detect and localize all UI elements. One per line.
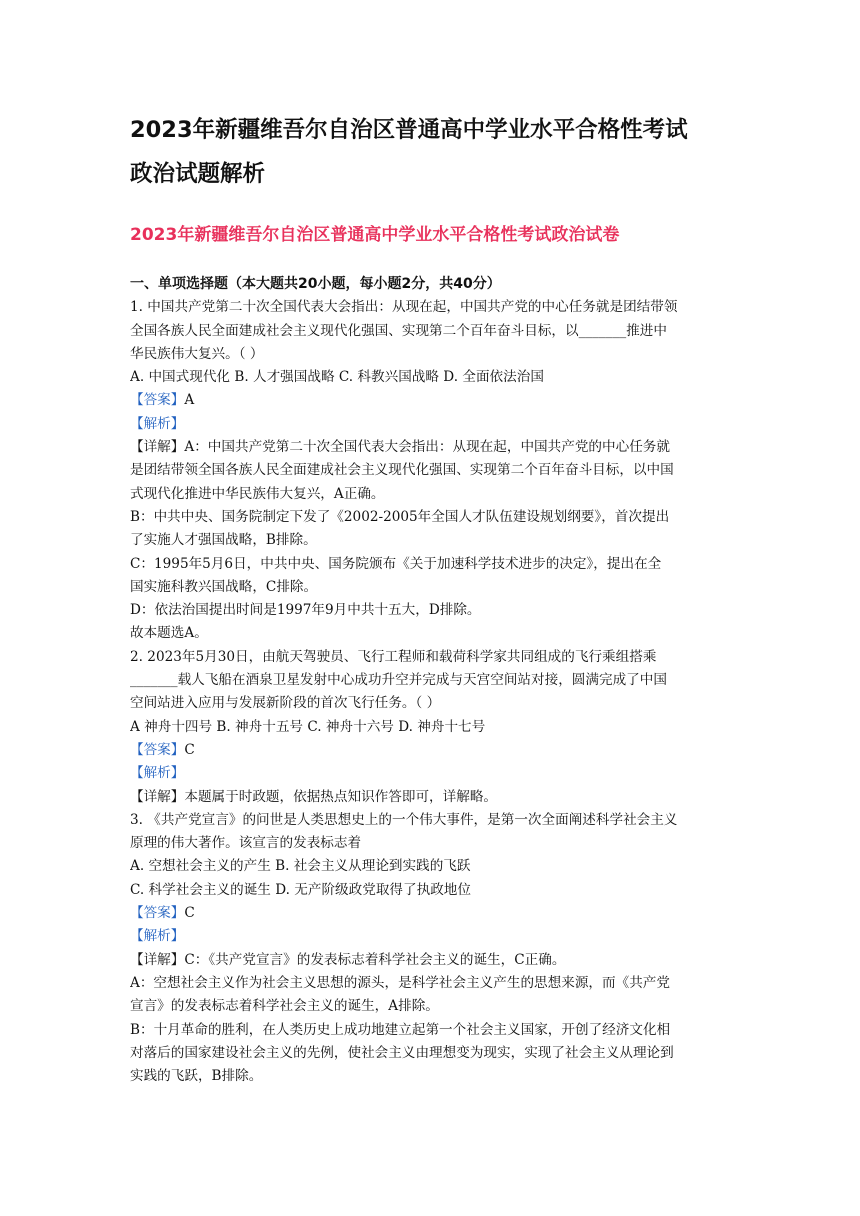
detail-line (130, 599, 730, 622)
question-stem-line (130, 832, 730, 855)
question-stem-line (130, 692, 730, 715)
detail-line (130, 553, 730, 576)
analysis-label: 【解析】 (130, 928, 185, 945)
detail-line (130, 972, 730, 995)
detail-text: 了实施人才强国战略，B排除。 (130, 532, 317, 549)
detail-text: 宣言》的发表标志着科学社会主义的诞生，A排除。 (130, 998, 439, 1015)
detail-label: 【详解】 (130, 439, 185, 456)
question-options-line (130, 879, 730, 902)
question-stem-line (130, 296, 730, 319)
question-stem-line (130, 809, 730, 832)
question-stem-text: 2. 2023年5月30日，由航天驾驶员、飞行工程师和载荷科学家共同组成的飞行乘组搭乘 (130, 648, 657, 665)
document-title (130, 108, 770, 196)
detail-text: 式现代化推进中华民族伟大复兴，A正确。 (130, 485, 385, 502)
question-stem-text: 全国各族人民全面建成社会主义现代化强国、实现第二个百年奋斗目标，以_______推进中 (130, 322, 667, 339)
detail-line (130, 622, 730, 645)
detail-text: C：《共产党宣言》的发表标志着科学社会主义的诞生，C正确。 (184, 951, 566, 968)
detail-text: A：空想社会主义作为社会主义思想的源头，是科学社会主义产生的思想来源，而《共产党 (130, 974, 670, 991)
detail-label: 【详解】 (130, 951, 185, 968)
answer-label: 【答案】 (130, 392, 185, 409)
question-stem-text: 1. 中国共产党第二十次全国代表大会指出：从现在起，中国共产党的中心任务就是团结带领 (130, 299, 678, 316)
question-options-line (130, 855, 730, 878)
answer-value: A (184, 392, 195, 409)
detail-text: 实践的飞跃，B排除。 (130, 1068, 263, 1085)
detail-line (130, 1065, 730, 1088)
detail-line (130, 436, 730, 459)
question-stem-line (130, 320, 730, 343)
detail-line (130, 483, 730, 506)
question-options-text: A. 中国式现代化 B. 人才强国战略 C. 科教兴国战略 D. 全面依法治国 (130, 369, 544, 386)
detail-line (130, 786, 730, 809)
question-options-text: A. 空想社会主义的产生 B. 社会主义从理论到实践的飞跃 (130, 858, 471, 875)
detail-text: 故本题选A。 (130, 625, 208, 642)
detail-line (130, 506, 730, 529)
detail-line (130, 949, 730, 972)
detail-text: 是团结带领全国各族人民全面建成社会主义现代化强国、实现第二个百年奋斗目标，以中国 (130, 462, 674, 479)
detail-text: 对落后的国家建设社会主义的先例，使社会主义由理想变为现实，实现了社会主义从理论到 (130, 1044, 674, 1061)
question-stem-line (130, 669, 730, 692)
answer-label: 【答案】 (130, 905, 185, 922)
detail-text: 国实施科教兴国战略，C排除。 (130, 578, 318, 595)
answer-value: C (184, 905, 195, 922)
answer-line (130, 389, 730, 412)
answer-line (130, 739, 730, 762)
detail-text: B：中共中央、国务院制定下发了《2002-2005年全国人才队伍建设规划纲要》，首次提出 (130, 508, 670, 525)
section-heading: 一、单项选择题（本大题共20小题，每小题2分，共40分） (130, 276, 501, 292)
detail-text: 本题属于时政题，依据热点知识作答即可，详解略。 (184, 788, 498, 805)
detail-line (130, 459, 730, 482)
detail-text: B：十月革命的胜利，在人类历史上成功地建立起第一个社会主义国家，开创了经济文化相 (130, 1021, 671, 1038)
analysis-line (130, 413, 730, 436)
document-title-line: 2023年新疆维吾尔自治区普通高中学业水平合格性考试 (130, 117, 688, 143)
analysis-line (130, 925, 730, 948)
question-stem-text: 原理的伟大著作。该宣言的发表标志着 (130, 835, 362, 852)
question-stem-text: 3. 《共产党宣言》的问世是人类思想史上的一个伟大事件，是第一次全面阐述科学社会主义 (130, 811, 678, 828)
question-options-text: C. 科学社会主义的诞生 D. 无产阶级政党取得了执政地位 (130, 881, 471, 898)
detail-line (130, 1019, 730, 1042)
question-stem-line (130, 343, 730, 366)
question-stem-line (130, 646, 730, 669)
detail-line (130, 995, 730, 1018)
detail-text: D：依法治国提出时间是1997年9月中共十五大，D排除。 (130, 602, 481, 619)
question-stem-text: 空间站进入应用与发展新阶段的首次飞行任务。（ ） (130, 695, 441, 712)
document-body (130, 273, 730, 1088)
answer-label: 【答案】 (130, 741, 185, 758)
question-stem-text: 华民族伟大复兴。（ ） (130, 345, 264, 362)
detail-line (130, 1042, 730, 1065)
answer-line (130, 902, 730, 925)
document-title-line: 政治试题解析 (130, 161, 266, 187)
detail-text: A：中国共产党第二十次全国代表大会指出：从现在起，中国共产党的中心任务就 (184, 439, 670, 456)
question-options-line (130, 716, 730, 739)
exam-title: 2023年新疆维吾尔自治区普通高中学业水平合格性考试政治试卷 (130, 225, 620, 245)
detail-line (130, 576, 730, 599)
analysis-line (130, 762, 730, 785)
analysis-label: 【解析】 (130, 415, 185, 432)
detail-line (130, 529, 730, 552)
detail-label: 【详解】 (130, 788, 185, 805)
answer-value: C (184, 741, 195, 758)
detail-text: C：1995年5月6日，中共中央、国务院颁布《关于加速科学技术进步的决定》，提出在全 (130, 555, 662, 572)
analysis-label: 【解析】 (130, 765, 185, 782)
question-options-text: A 神舟十四号 B. 神舟十五号 C. 神舟十六号 D. 神舟十七号 (130, 718, 486, 735)
question-options-line (130, 366, 730, 389)
question-stem-text: _______载人飞船在酒泉卫星发射中心成功升空并完成与天宫空间站对接，圆满完成了中国 (130, 672, 667, 689)
